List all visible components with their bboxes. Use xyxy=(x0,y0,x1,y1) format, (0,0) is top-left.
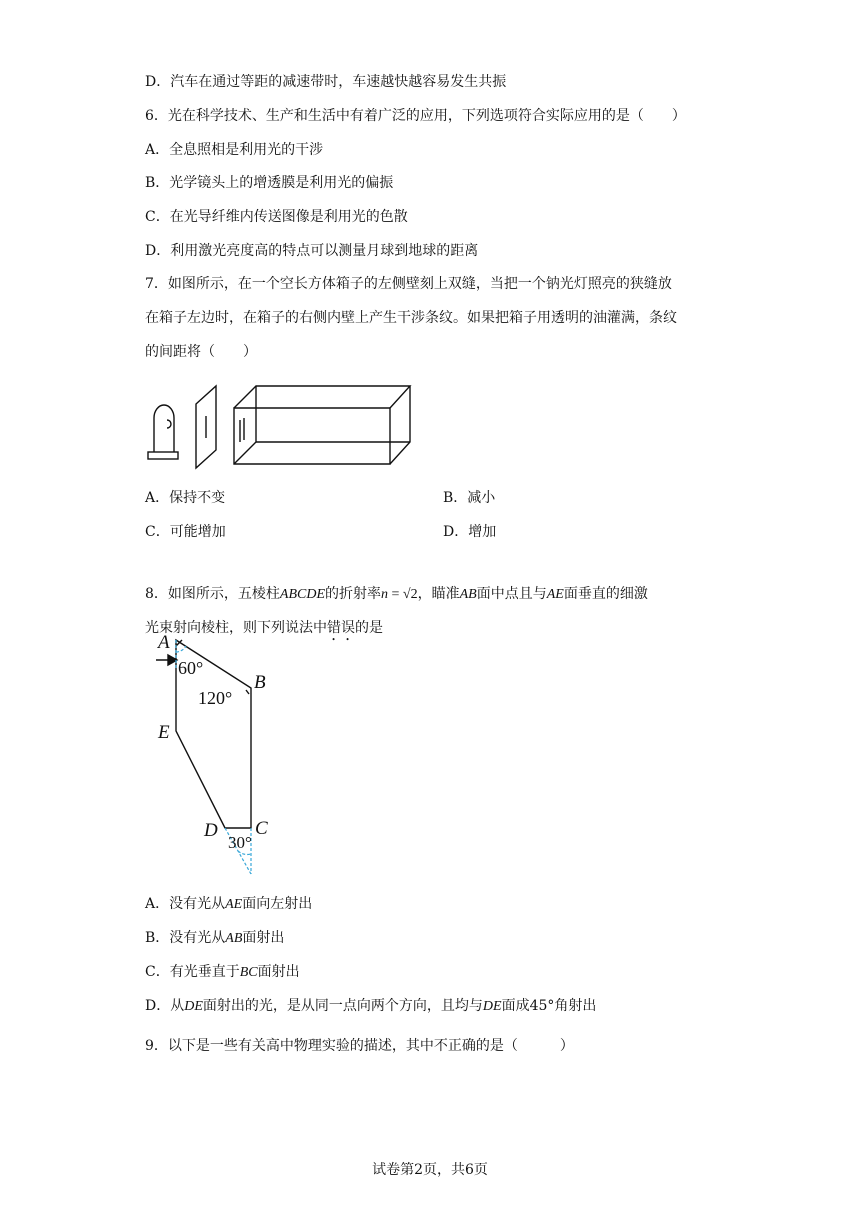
q7-option-c: C．可能增加 xyxy=(145,524,226,540)
q6-option-a: A．全息照相是利用光的干涉 xyxy=(145,142,324,158)
lamp-base xyxy=(148,452,178,459)
q9-stem: 9．以下是一些有关高中物理实验的描述，其中不正确的是（ ） xyxy=(145,1038,574,1054)
q7-stem-line2: 在箱子左边时，在箱子的右侧内壁上产生干涉条纹。如果把箱子用透明的油灌满，条纹 xyxy=(145,310,677,326)
q6-option-c: C．在光导纤维内传送图像是利用光的色散 xyxy=(145,209,408,225)
q6-option-d: D．利用激光亮度高的特点可以测量月球到地球的距离 xyxy=(145,243,479,259)
lamp-bulb xyxy=(154,405,174,452)
label-c: C xyxy=(255,818,268,839)
label-angle-120: 120° xyxy=(198,688,233,708)
label-e: E xyxy=(158,722,170,743)
q7-figure xyxy=(140,378,420,470)
q5-option-d: D．汽车在通过等距的减速带时，车速越快越容易发生共振 xyxy=(145,74,507,90)
label-a: A xyxy=(158,632,170,653)
q8-figure xyxy=(150,628,290,880)
q8-option-a: A．没有光从AE面向左射出 xyxy=(145,896,313,912)
q7-stem-line3: 的间距将（ ） xyxy=(145,344,257,360)
q8-option-c: C．有光垂直于BC面射出 xyxy=(145,964,300,980)
q8-option-d: D．从DE面射出的光，是从同一点向两个方向，且均与DE面成45°角射出 xyxy=(145,998,597,1014)
q6-option-b: B．光学镜头上的增透膜是利用光的偏振 xyxy=(145,175,394,191)
box-front xyxy=(234,408,390,464)
page-footer: 试卷第2页，共6页 xyxy=(372,1162,488,1178)
q8-stem-line1: 8．如图所示，五棱柱ABCDE的折射率n = √2，瞄准AB面中点且与AE面垂直的细激 xyxy=(145,586,648,602)
label-angle-30: 30° xyxy=(228,833,252,852)
q7-option-d: D．增加 xyxy=(443,524,497,540)
q6-stem: 6．光在科学技术、生产和生活中有着广泛的应用，下列选项符合实际应用的是（ ） xyxy=(145,108,686,124)
label-d: D xyxy=(204,820,218,841)
label-b: B xyxy=(254,672,266,693)
q8-stem-line2: 光束射向棱柱，则下列说法中错误的是 xyxy=(145,620,383,636)
q7-option-a: A．保持不变 xyxy=(145,490,226,506)
q7-stem-line1: 7．如图所示，在一个空长方体箱子的左侧壁刻上双缝，当把一个钠光灯照亮的狭缝放 xyxy=(145,276,672,292)
angle-a-arc xyxy=(176,646,186,652)
q7-option-b: B．减小 xyxy=(443,490,496,506)
label-angle-60: 60° xyxy=(178,658,204,678)
q8-option-b: B．没有光从AB面射出 xyxy=(145,930,285,946)
